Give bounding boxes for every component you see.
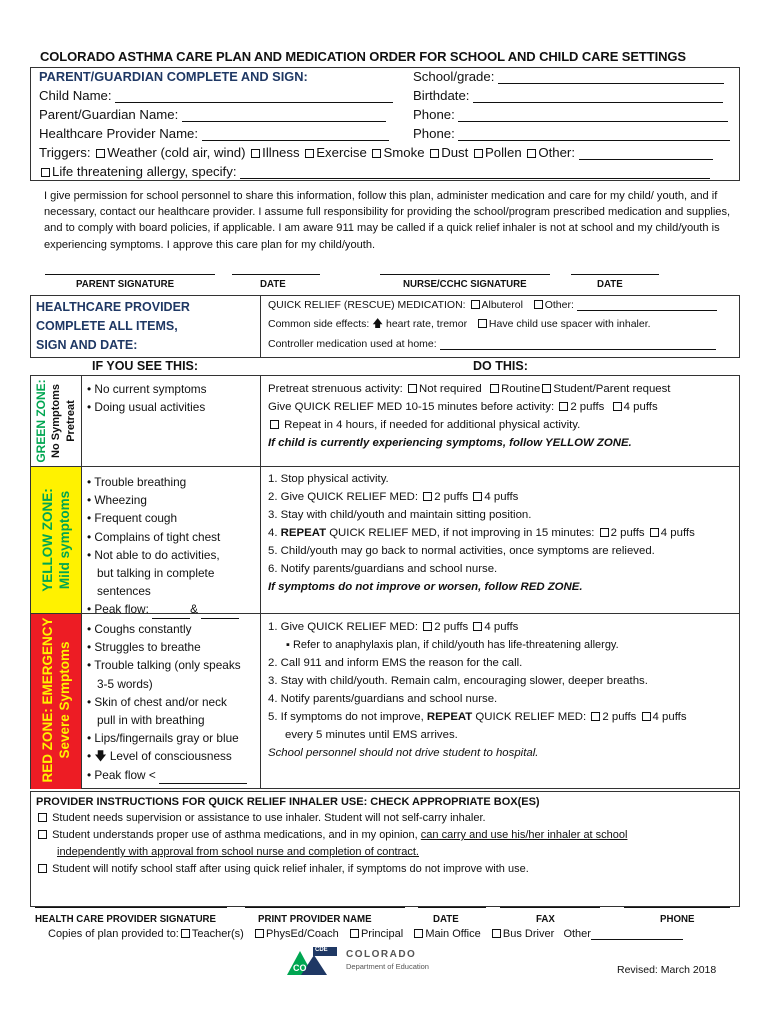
triggers-label: Triggers:	[39, 145, 91, 160]
phone-label-1: Phone:	[413, 107, 455, 122]
provider-signature-label: HEALTH CARE PROVIDER SIGNATURE	[35, 914, 217, 925]
trigger-exercise: Exercise	[316, 145, 367, 160]
routine-checkbox[interactable]	[490, 384, 499, 393]
provider-name-label: Healthcare Provider Name:	[39, 126, 199, 141]
instruction-2: Student understands proper use of asthma medications, and in my opinion,	[52, 829, 421, 841]
routine-label: Routine	[501, 383, 541, 395]
trigger-other-field[interactable]	[579, 159, 713, 160]
birthdate-field[interactable]	[473, 102, 723, 103]
green-zone-sub2: Pretreat	[65, 400, 77, 442]
red-action: 3. Stay with child/youth. Remain calm, encouraging slower, deeper breaths.	[268, 675, 648, 687]
phone-label: PHONE	[660, 914, 695, 925]
trigger-other-checkbox[interactable]	[527, 149, 536, 158]
red-repeat-2puffs-checkbox[interactable]	[591, 712, 600, 721]
albuterol-checkbox[interactable]	[471, 300, 480, 309]
triggers-row	[39, 145, 713, 160]
red-actions: 1. Give QUICK RELIEF MED: 2 puffs 4 puffs ▪ Refer to anaphylaxis plan, if child/youth has life-threatening allergy. 2. Call 911 and inform EMS the reason for the call. 3. Stay with child/youth. Remain calm, encouraging slower, deeper breaths. 4. Notify parents/guardians and school nurse. 5. If symptoms do not improve, REPEAT QUICK RELIEF MED: 2 puffs 4 puffs every 5 minutes until EMS arrives. School personnel should not drive student to hospital.	[268, 618, 687, 762]
copy-other: Other	[563, 928, 591, 940]
yellow-4puffs-checkbox[interactable]	[473, 492, 482, 501]
yellow-symptom: Complains of tight chest	[94, 529, 221, 544]
allergy-field[interactable]	[240, 178, 710, 179]
allergy-checkbox[interactable]	[41, 168, 50, 177]
red-symptom: pull in with breathing	[97, 713, 205, 728]
green-zone-sub: No Symptoms	[50, 384, 62, 458]
yellow-action: QUICK RELIEF MED, if not improving in 15 minutes:	[326, 527, 595, 539]
birthdate-label: Birthdate:	[413, 88, 470, 103]
yellow-4puffs: 4 puffs	[484, 491, 519, 503]
other-med-field[interactable]	[577, 310, 717, 311]
red-4puffs-checkbox[interactable]	[473, 622, 482, 631]
copy-bus: Bus Driver	[502, 928, 555, 940]
yellow-action: 4.	[268, 527, 281, 539]
red-symptom: Struggles to breathe	[94, 640, 201, 655]
yellow-repeat-2puffs: 2 puffs	[610, 527, 645, 539]
yellow-action: 1. Stop physical activity.	[268, 473, 389, 485]
green-2puffs-checkbox[interactable]	[559, 402, 568, 411]
not-required-label: Not required	[419, 383, 482, 395]
logo-department: Department of Education	[346, 962, 429, 971]
side-effects-text: heart rate, tremor	[386, 318, 468, 330]
trigger-other: Other:	[538, 145, 575, 160]
provider-heading-2: COMPLETE ALL ITEMS,	[36, 319, 178, 333]
allergy-label: Life threatening allergy, specify:	[52, 164, 237, 179]
red-action: 2. Call 911 and inform EMS the reason for the call.	[268, 657, 523, 669]
if-you-see-header: IF YOU SEE THIS:	[92, 359, 199, 373]
date-label: DATE	[433, 914, 459, 925]
parent-date-label: DATE	[260, 279, 286, 290]
logo-mark: CO	[293, 963, 307, 973]
red-action: QUICK RELIEF MED:	[472, 711, 587, 723]
pretreat-label: Pretreat strenuous activity:	[268, 383, 403, 395]
red-action: 4. Notify parents/guardians and school nurse.	[268, 693, 498, 705]
trigger-weather-checkbox[interactable]	[96, 149, 105, 158]
amp: &	[190, 602, 199, 617]
parent-name-field[interactable]	[182, 121, 386, 122]
yellow-symptom: Not able to do activities,	[94, 547, 220, 562]
green-zone-label-cell	[31, 376, 81, 466]
nurse-signature-line[interactable]	[380, 274, 550, 275]
yellow-symptom: Trouble breathing	[94, 475, 187, 489]
logo-colorado: COLORADO	[346, 949, 417, 960]
revised-date: Revised: March 2018	[617, 964, 717, 976]
down-arrow-icon: 🡇	[94, 749, 107, 764]
document-title: COLORADO ASTHMA CARE PLAN AND MEDICATION ORDER FOR SCHOOL AND CHILD CARE SETTINGS	[40, 49, 686, 64]
albuterol-label: Albuterol	[481, 299, 523, 311]
yellow-follow-red: If symptoms do not improve or worsen, follow RED ZONE.	[268, 581, 583, 593]
trigger-illness: Illness	[262, 145, 300, 160]
not-required-checkbox[interactable]	[408, 384, 417, 393]
red-2puffs: 2 puffs	[434, 621, 469, 633]
controller-label: Controller medication used at home:	[268, 338, 437, 350]
parent-signature-line[interactable]	[45, 274, 215, 275]
red-symptom: 3-5 words)	[97, 676, 153, 691]
yellow-repeat-4puffs: 4 puffs	[660, 527, 695, 539]
provider-heading-1: HEALTHCARE PROVIDER	[36, 300, 190, 314]
permission-statement: I give permission for school personnel to share this information, follow this plan, administer medication and care for my child/ youth, and if necessary, contact our healthcare provider. I assume full responsibility for providing the school/program prescribed medication and supplies, and to comply with board policies, if applicable. I am aware 911 may be called if a quick relief inhaler is not at school and my child/youth is experiencing symptoms. I approve this care plan for my child/youth.	[44, 190, 731, 251]
copy-teacher: Teacher(s)	[191, 928, 244, 940]
green-2puffs: 2 puffs	[570, 401, 605, 413]
yellow-repeat-2puffs-checkbox[interactable]	[600, 528, 609, 537]
side-effects-row	[268, 316, 651, 334]
peak-flow-field-2[interactable]	[201, 618, 239, 619]
school-grade-field[interactable]	[498, 83, 724, 84]
red-symptom: Level of consciousness	[109, 749, 232, 764]
copy-bus-checkbox[interactable]	[492, 929, 501, 938]
copies-row	[48, 928, 683, 940]
trigger-dust-checkbox[interactable]	[430, 149, 439, 158]
red-symptom: Trouble talking (only speaks	[94, 658, 241, 673]
nurse-signature-label: NURSE/CCHC SIGNATURE	[403, 279, 527, 290]
red-zone-sub: Severe Symptoms	[57, 641, 72, 759]
trigger-exercise-checkbox[interactable]	[305, 149, 314, 158]
trigger-smoke-checkbox[interactable]	[372, 149, 381, 158]
provider-name-field[interactable]	[202, 140, 389, 141]
yellow-action: 2. Give QUICK RELIEF MED:	[268, 491, 419, 503]
red-peak-flow-label: Peak flow <	[94, 767, 156, 782]
trigger-illness-checkbox[interactable]	[251, 149, 260, 158]
repeat-text: Repeat in 4 hours, if needed for additional physical activity.	[284, 419, 581, 431]
yellow-symptom: but talking in complete	[97, 566, 215, 581]
parent-guardian-box	[30, 67, 740, 181]
copy-physed-checkbox[interactable]	[255, 929, 264, 938]
yellow-symptom: Wheezing	[94, 493, 147, 508]
trigger-weather: Weather (cold air, wind)	[107, 145, 246, 160]
red-repeat-2puffs: 2 puffs	[602, 711, 637, 723]
red-symptom: Coughs constantly	[94, 622, 192, 636]
cde-logo-icon	[287, 945, 339, 977]
print-name-label: PRINT PROVIDER NAME	[258, 914, 372, 925]
trigger-smoke: Smoke	[383, 145, 425, 160]
copy-office: Main Office	[425, 928, 481, 940]
side-effects-label: Common side effects:	[268, 318, 370, 330]
controller-row	[268, 338, 716, 350]
provider-signature-line[interactable]	[35, 907, 227, 908]
red-action: every 5 minutes until EMS arrives.	[285, 729, 458, 741]
self-carry-checkbox[interactable]	[38, 830, 47, 839]
phone-field-1[interactable]	[458, 121, 728, 122]
yellow-symptoms: • Trouble breathing • Wheezing • Frequent cough • Complains of tight chest • Not able to do activities, but talking in complete sentences • Peak flow: &	[87, 473, 239, 619]
red-peak-flow-field[interactable]	[159, 783, 247, 784]
copy-other-field[interactable]	[591, 939, 683, 940]
up-arrow-icon: 🡅	[372, 318, 384, 330]
yellow-2puffs-checkbox[interactable]	[423, 492, 432, 501]
red-repeat-4puffs: 4 puffs	[652, 711, 687, 723]
copy-principal: Principal	[360, 928, 404, 940]
red-symptom: Lips/fingernails gray or blue	[94, 731, 239, 746]
phone-label-2: Phone:	[413, 126, 455, 141]
yellow-action: 6. Notify parents/guardians and school nurse.	[268, 563, 498, 575]
repeat-bold: REPEAT	[280, 527, 327, 539]
phone-line[interactable]	[624, 907, 730, 908]
notify-staff-checkbox[interactable]	[38, 864, 47, 873]
yellow-zone-sub: Mild symptoms	[57, 490, 72, 590]
copy-office-checkbox[interactable]	[414, 929, 423, 938]
yellow-symptom: sentences	[97, 584, 151, 599]
provider-heading-3: SIGN AND DATE:	[36, 338, 138, 352]
other-med-label: Other:	[544, 299, 574, 311]
request-checkbox[interactable]	[542, 384, 551, 393]
parent-signature-label: PARENT SIGNATURE	[76, 279, 175, 290]
yellow-action: 5. Child/youth may go back to normal activities, once symptoms are relieved.	[268, 545, 655, 557]
parent-date-line[interactable]	[232, 274, 320, 275]
instructions-heading: PROVIDER INSTRUCTIONS FOR QUICK RELIEF INHALER USE: CHECK APPROPRIATE BOX(ES)	[36, 796, 540, 808]
yellow-2puffs: 2 puffs	[434, 491, 469, 503]
peak-flow-field-1[interactable]	[152, 618, 190, 619]
green-follow-yellow: If child is currently experiencing symptoms, follow YELLOW ZONE.	[268, 437, 632, 449]
instruction-2-underline: can carry and use his/her inhaler at school	[420, 829, 628, 841]
red-action: 5. If symptoms do not improve,	[268, 711, 427, 723]
do-this-header: DO THIS:	[473, 359, 528, 373]
repeat-checkbox[interactable]	[270, 420, 279, 429]
quick-relief-label: QUICK RELIEF (RESCUE) MEDICATION:	[268, 299, 466, 311]
red-action: 1. Give QUICK RELIEF MED:	[268, 621, 419, 633]
copy-teacher-checkbox[interactable]	[181, 929, 190, 938]
date-line[interactable]	[418, 907, 486, 908]
yellow-repeat-4puffs-checkbox[interactable]	[650, 528, 659, 537]
provider-instructions-box	[30, 791, 740, 907]
nurse-date-line[interactable]	[571, 274, 659, 275]
quick-relief-row	[268, 299, 717, 311]
instruction-3: Student will notify school staff after using quick relief inhaler, if symptoms do not improve with use.	[52, 863, 529, 875]
child-name-field[interactable]	[115, 102, 393, 103]
instruction-1: Student needs supervision or assistance to use inhaler. Student will not self-carry inhaler.	[52, 812, 486, 824]
copy-principal-checkbox[interactable]	[350, 929, 359, 938]
fax-label: FAX	[536, 914, 555, 925]
spacer-label: Have child use spacer with inhaler.	[488, 318, 651, 330]
green-symptom: No current symptoms	[94, 382, 207, 396]
parent-name-label: Parent/Guardian Name:	[39, 107, 179, 122]
green-symptom: Doing usual activities	[94, 400, 206, 415]
yellow-actions	[268, 470, 695, 596]
trigger-pollen-checkbox[interactable]	[474, 149, 483, 158]
yellow-zone-label-cell	[31, 467, 81, 613]
trigger-dust: Dust	[441, 145, 469, 160]
repeat-bold: REPEAT	[426, 711, 473, 723]
child-name-label: Child Name:	[39, 88, 112, 103]
green-give-med: Give QUICK RELIEF MED 10-15 minutes before activity:	[268, 401, 555, 413]
yellow-symptom: Frequent cough	[94, 511, 178, 526]
yellow-zone-label: YELLOW ZONE:	[40, 488, 55, 592]
yellow-action: 3. Stay with child/youth and maintain sitting position.	[268, 509, 532, 521]
school-grade-label: School/grade:	[413, 69, 495, 84]
phone-field-2[interactable]	[458, 140, 730, 141]
spacer-checkbox[interactable]	[478, 319, 487, 328]
red-4puffs: 4 puffs	[484, 621, 519, 633]
peak-flow-label: Peak flow:	[94, 602, 149, 617]
green-4puffs-checkbox[interactable]	[613, 402, 622, 411]
copy-physed: PhysEd/Coach	[266, 928, 339, 940]
provider-heading	[36, 298, 190, 355]
red-zone-label-cell	[31, 614, 81, 789]
red-no-drive: School personnel should not drive student to hospital.	[268, 747, 539, 759]
red-symptoms: • Coughs constantly • Struggles to breathe • Trouble talking (only speaks 3-5 words) • Skin of chest and/or neck pull in with breathing • Lips/fingernails gray or blue • 🡇 Level of consciousness • Peak flow <	[87, 620, 247, 784]
nurse-date-label: DATE	[597, 279, 623, 290]
green-symptoms: • No current symptoms • Doing usual activities	[87, 382, 207, 415]
logo-badge: CDE	[315, 947, 328, 953]
red-symptom: Skin of chest and/or neck	[94, 694, 227, 709]
green-4puffs: 4 puffs	[623, 401, 658, 413]
fax-line[interactable]	[500, 907, 600, 908]
controller-field[interactable]	[440, 349, 716, 350]
trigger-pollen: Pollen	[485, 145, 522, 160]
copies-label: Copies of plan provided to:	[48, 928, 179, 940]
red-repeat-4puffs-checkbox[interactable]	[642, 712, 651, 721]
other-med-checkbox[interactable]	[534, 300, 543, 309]
instruction-2-cont: independently with approval from school nurse and completion of contract.	[57, 846, 419, 858]
green-zone-label: GREEN ZONE:	[34, 379, 48, 463]
supervision-checkbox[interactable]	[38, 813, 47, 822]
red-action: Refer to anaphylaxis plan, if child/youth has life-threatening allergy.	[292, 639, 619, 651]
green-actions	[268, 380, 670, 452]
red-zone-label: RED ZONE: EMERGENCY	[40, 617, 55, 783]
print-name-line[interactable]	[245, 907, 405, 908]
red-2puffs-checkbox[interactable]	[423, 622, 432, 631]
request-label: Student/Parent request	[553, 383, 671, 395]
parent-section-heading: PARENT/GUARDIAN COMPLETE AND SIGN:	[39, 69, 308, 84]
